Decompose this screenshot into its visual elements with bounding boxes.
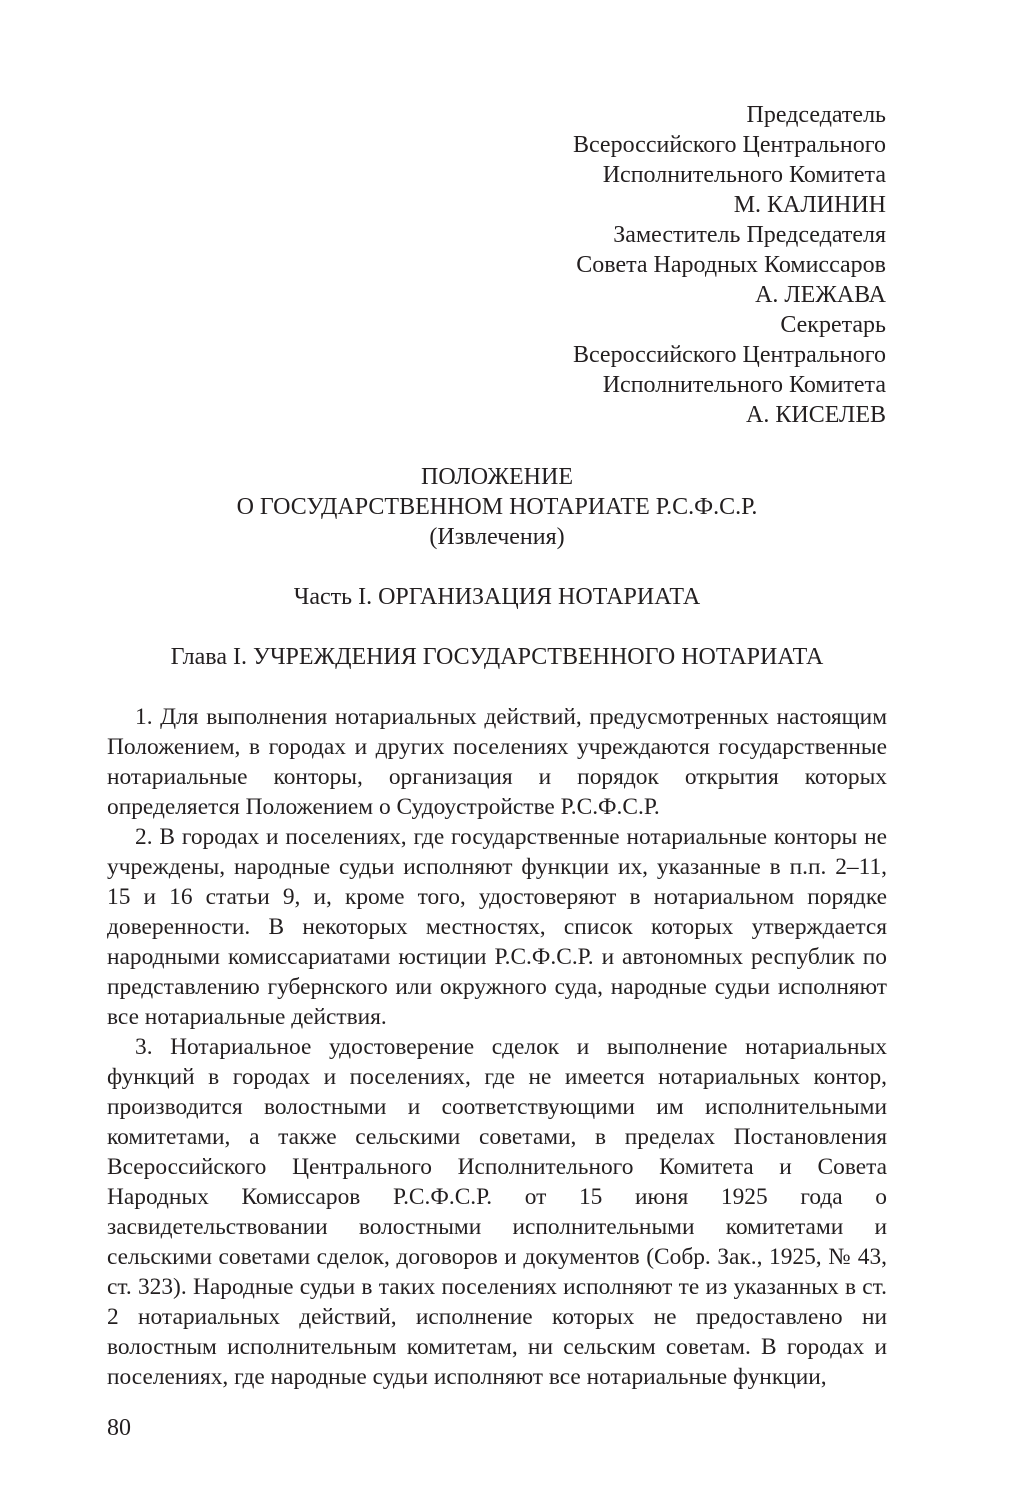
document-title-line: ПОЛОЖЕНИЕ [421, 464, 573, 490]
body-text [107, 702, 887, 1392]
signature-block [400, 100, 886, 430]
signature-line: Исполнительного Комитета [602, 162, 886, 188]
signature-line: А. КИСЕЛЕВ [746, 402, 886, 428]
signature-line: Председатель [746, 102, 886, 128]
signature-line: Секретарь [780, 312, 886, 338]
signature-line: Заместитель Председателя [613, 222, 886, 248]
signature-line: Исполнительного Комитета [602, 372, 886, 398]
document-title-line: О ГОСУДАРСТВЕННОМ НОТАРИАТЕ Р.С.Ф.С.Р. [236, 494, 758, 520]
signature-line: А. ЛЕЖАВА [755, 282, 886, 308]
document-title [107, 462, 887, 552]
paragraph: 3. Нотариальное удостоверение сделок и выполнение нотариальных функций в городах и поселениях, где не имеется нотариальных контор, производится волостными и соответствующими им исполнительными комитетами, а также сельскими советами, в пределах Постановления Всероссийского Центрального Исполнительного Комитета и Совета Народных Комиссаров Р.С.Ф.С.Р. от 15 июня 1925 года о засвидетельствовании волостными исполнительными комитетами и сельскими советами сделок, договоров и документов (Собр. Зак., 1925, № 43, ст. 323). Народные судьи в таких поселениях исполняют те из указанных в ст. 2 нотариальных действий, исполнение которых не предоставлено ни волостным исполнительным комитетам, ни сельским советам. В городах и поселениях, где народные судьи исполняют все нотариальные функции, [107, 1034, 887, 1390]
paragraph: 1. Для выполнения нотариальных действий, предусмотренных настоящим Положением, в городах и других поселениях учреждаются государственные нотариальные конторы, организация и порядок открытия которых определяется Положением о Судоустройстве Р.С.Ф.С.Р. [107, 704, 887, 820]
chapter-heading: Глава I. УЧРЕЖДЕНИЯ ГОСУДАРСТВЕННОГО НОТАРИАТА [170, 644, 824, 670]
signature-line: Совета Народных Комиссаров [576, 252, 886, 278]
part-heading: Часть I. ОРГАНИЗАЦИЯ НОТАРИАТА [293, 584, 701, 610]
signature-line: Всероссийского Центрального [572, 132, 886, 158]
page-number: 80 [107, 1415, 131, 1441]
document-subtitle: (Извлечения) [429, 524, 565, 550]
signature-line: М. КАЛИНИН [733, 192, 886, 218]
signature-line: Всероссийского Центрального [572, 342, 886, 368]
paragraph: 2. В городах и поселениях, где государственные нотариальные конторы не учреждены, народные судьи исполняют функции их, указанные в п.п. 2–11, 15 и 16 статьи 9, и, кроме того, удостоверяют в нотариальном порядке доверенности. В некоторых местностях, список которых утверждается народными комиссариатами юстиции Р.С.Ф.С.Р. и автономных республик по представлению губернского или окружного суда, народные судьи исполняют все нотариальные действия. [107, 824, 887, 1030]
